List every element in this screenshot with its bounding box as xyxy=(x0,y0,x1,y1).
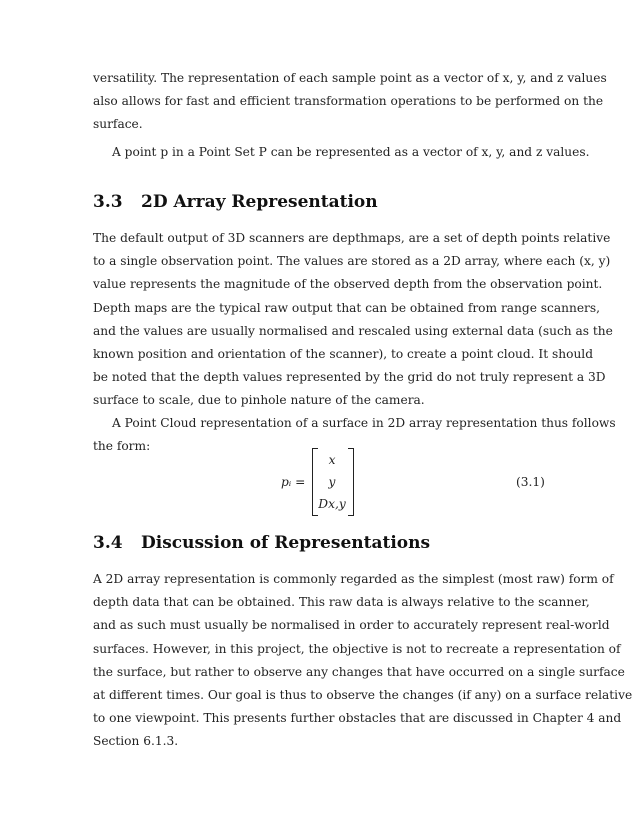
text-line: the surface, but rather to observe any changes that have occurred on a single surface xyxy=(93,664,625,679)
text-line: A Point Cloud representation of a surface in 2D array representation thus follows xyxy=(112,416,616,430)
paragraph-point-set xyxy=(93,141,590,164)
text-line: Section 6.1.3. xyxy=(93,734,179,749)
text-line: to a single observation point. The values are stored as a 2D array, where each (x, y) xyxy=(93,254,611,269)
paragraph-depthmaps xyxy=(93,227,613,413)
equation-3-1 xyxy=(0,444,638,518)
text-line: versatility. The representation of each sample point as a vector of x, y, and z values xyxy=(93,71,607,85)
text-line: surface. xyxy=(93,117,143,132)
text-line: and as such must usually be normalised in order to accurately represent real-world xyxy=(93,618,610,633)
equation-number: (3.1) xyxy=(516,475,545,489)
text-line: at different times. Our goal is thus to observe the changes (if any) on a surface relative xyxy=(93,687,633,702)
text-line: depth data that can be obtained. This raw data is always relative to the scanner, xyxy=(93,595,590,610)
text-line: A 2D array representation is commonly regarded as the simplest (most raw) form of xyxy=(93,572,614,586)
text-line: also allows for fast and efficient transformation operations to be performed on the xyxy=(93,94,604,109)
vector-entry-x: x xyxy=(328,453,336,467)
text-line: known position and orientation of the scanner), to create a point cloud. It should xyxy=(93,346,594,361)
text-line: be noted that the depth values represented by the grid do not truly represent a 3D xyxy=(93,370,606,385)
vector-entry-y: y xyxy=(328,475,336,489)
text-line: and the values are usually normalised and rescaled using external data (such as the xyxy=(93,323,613,338)
section-number: 3.3 xyxy=(93,192,123,212)
section-heading-3-3 xyxy=(93,192,378,212)
text-line: The default output of 3D scanners are depthmaps, are a set of depth points relative xyxy=(93,231,611,245)
text-line: surface to scale, due to pinhole nature of the camera. xyxy=(93,393,425,408)
section-title: Discussion of Representations xyxy=(141,533,431,553)
section-heading-3-4 xyxy=(93,533,430,553)
text-line: the form: xyxy=(93,439,151,454)
text-line: Depth maps are the typical raw output that can be obtained from range scanners, xyxy=(93,300,600,315)
paragraph-versatility xyxy=(93,67,607,137)
paragraph-discussion xyxy=(93,568,633,754)
vector-entry-depth: Dx,y xyxy=(318,497,346,511)
section-number: 3.4 xyxy=(93,533,123,553)
text-line: surfaces. However, in this project, the objective is not to recreate a representation of xyxy=(93,641,621,656)
text-line: value represents the magnitude of the observed depth from the observation point. xyxy=(93,277,603,292)
right-bracket xyxy=(348,448,354,516)
text-line: A point p in a Point Set P can be represented as a vector of x, y, and z values. xyxy=(112,145,590,159)
section-title: 2D Array Representation xyxy=(141,192,378,212)
equation-lhs: pᵢ = xyxy=(281,475,306,489)
text-line: to one viewpoint. This presents further obstacles that are discussed in Chapter 4 and xyxy=(93,711,622,726)
